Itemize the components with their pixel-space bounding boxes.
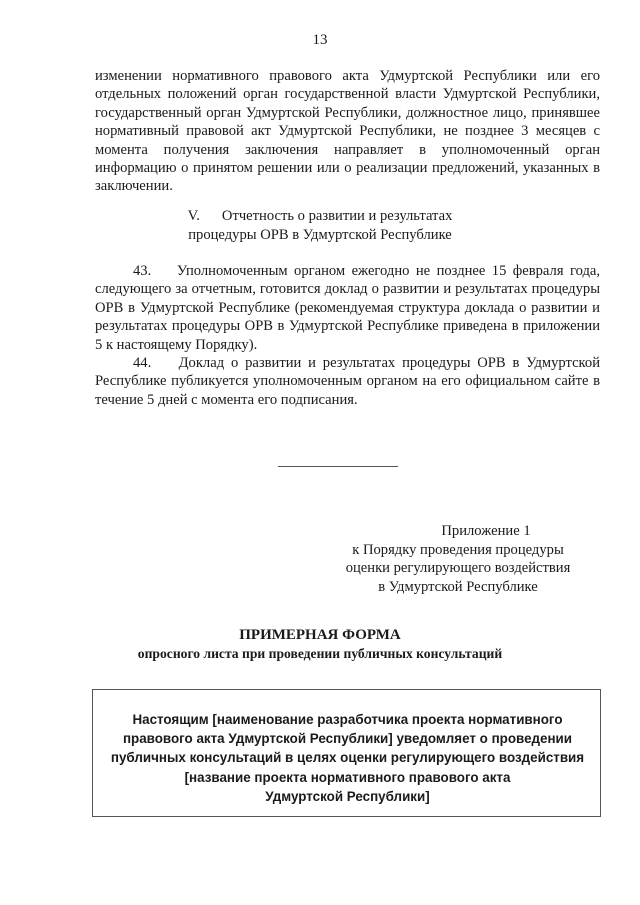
section-heading [0,207,640,244]
section-number: V. [187,208,200,224]
item-number: 44. [133,355,152,371]
notice-box [92,689,601,817]
paragraph-43 [95,262,600,354]
item-text: Уполномоченным органом ежегодно не позднее 15 февраля года, следующего за отчетным, готовится доклад о развитии и результатах процедуры ОРВ в Удмуртской Республике (рекомендуемая структура доклада о развитии и результатах процедуры ОРВ в Удмуртской Республике приведена в приложении 5 к настоящему Порядку). [95,263,600,353]
notice-line-2: правового акта Удмуртской Республики] уведомляет о проведении [122,731,573,747]
continuation-paragraph: изменении нормативного правового акта Удмуртской Республики или его отдельных положений орган государственной власти Удмуртской Республики, государственный орган Удмуртской Республики, должностное лицо, принявшее нормативный правовой акт Удмуртской Республики, не позднее 3 месяцев с момента получения заключения направляет в уполномоченный орган информацию о принятом решении или о реализации предложений, указанных в заключении. [95,68,600,195]
section-title-line-1 [0,207,640,226]
appendix-line-1: к Порядку проведения процедуры [352,541,564,558]
item-number: 43. [133,263,152,279]
form-subtitle: опросного листа при проведении публичных консультаций [137,646,503,661]
appendix-title: Приложение 1 [441,523,531,539]
notice-line-5: Удмуртской Республики] [265,788,430,804]
appendix-line-2: оценки регулирующего воздействия [345,560,571,577]
section-title-text: Отчетность о развитии и результатах [221,208,453,224]
item-text: Доклад о развитии и результатах процедуры ОРВ в Удмуртской Республике публикуется уполномоченным органом на его официальном сайте в течение 5 дней с момента его подписания. [95,355,601,408]
divider-line [278,466,398,467]
notice-text [103,710,592,806]
paragraph-44 [95,354,600,409]
form-title: ПРИМЕРНАЯ ФОРМА [239,627,401,643]
section-title-line-2: процедуры ОРВ в Удмуртской Республике [188,226,452,243]
appendix-block [330,522,586,596]
appendix-line-3: в Удмуртской Республике [378,578,538,595]
notice-line-3: публичных консультаций в целях оценки регулирующего воздействия [110,750,585,766]
notice-line-1: Настоящим [наименование разработчика проекта нормативного [132,712,563,727]
notice-line-4: [название проекта нормативного правового акта [184,769,511,785]
page-number: 13 [312,32,328,48]
